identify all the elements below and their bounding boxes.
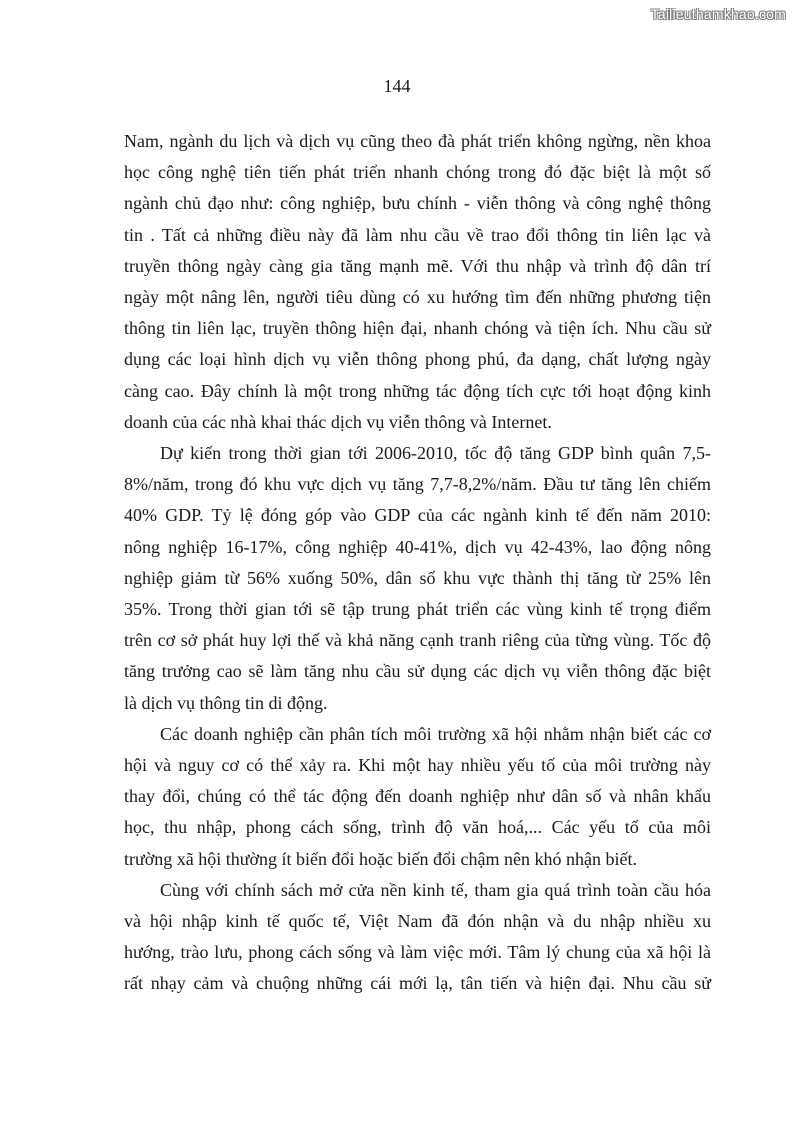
paragraph (124, 438, 711, 719)
text-line: doanh của các nhà khai thác dịch vụ viễn thông và Internet. (124, 411, 552, 432)
text-line: là dịch vụ thông tin di động. (124, 692, 328, 713)
watermark: Tailieuthamkhao.com (650, 6, 786, 22)
text-line: học, thu nhập, phong cách sống, trình độ văn hoá,... Các yếu tố của môi (124, 817, 711, 838)
text-line: thay đổi, chúng có thể tác động đến doanh nghiệp như dân số và nhân khẩu (124, 786, 711, 807)
text-line: rất nhạy cảm và chuộng những cái mới lạ, tân tiến và hiện đại. Nhu cầu sử (124, 973, 711, 994)
text-line: Cùng với chính sách mở cửa nền kinh tế, tham gia quá trình toàn cầu hóa (160, 879, 711, 900)
text-line: tăng trưởng cao sẽ làm tăng nhu cầu sử dụng các dịch vụ viễn thông đặc biệt (124, 661, 711, 682)
text-line: tin . Tất cả những điều này đã làm nhu cầu về trao đổi thông tin liên lạc và (124, 224, 711, 245)
text-line: Các doanh nghiệp cần phân tích môi trường xã hội nhằm nhận biết các cơ (160, 723, 711, 744)
text-line: thông tin liên lạc, truyền thông hiện đại, nhanh chóng và tiện ích. Nhu cầu sử (124, 318, 711, 339)
text-line: và hội nhập kinh tế quốc tế, Việt Nam đã đón nhận và du nhập nhiều xu (124, 911, 711, 932)
text-line: truyền thông ngày càng gia tăng mạnh mẽ. Với thu nhập và trình độ dân trí (124, 255, 711, 276)
text-line: 8%/năm, trong đó khu vực dịch vụ tăng 7,7-8,2%/năm. Đầu tư tăng lên chiếm (124, 474, 711, 495)
text-line: dụng các loại hình dịch vụ viễn thông phong phú, đa dạng, chất lượng ngày (124, 349, 711, 370)
text-line: trường xã hội thường ít biến đổi hoặc biến đổi chậm nên khó nhận biết. (124, 848, 637, 869)
paragraph (124, 875, 711, 1000)
text-line: 35%. Trong thời gian tới sẽ tập trung phát triển các vùng kinh tế trọng điểm (124, 599, 711, 620)
paragraph (124, 719, 711, 875)
text-line: 40% GDP. Tỷ lệ đóng góp vào GDP của các ngành kinh tế đến năm 2010: (124, 505, 711, 526)
text-line: nông nghiệp 16-17%, công nghiệp 40-41%, dịch vụ 42-43%, lao động nông (124, 536, 711, 557)
text-line: ngày một nâng lên, người tiêu dùng có xu hướng tìm đến những phương tiện (124, 287, 711, 308)
body-text (124, 126, 711, 1000)
text-line: trên cơ sở phát huy lợi thế và khả năng cạnh tranh riêng của từng vùng. Tốc độ (124, 630, 711, 651)
text-line: ngành chủ đạo như: công nghiệp, bưu chính - viễn thông và công nghệ thông (124, 193, 711, 214)
text-line: hội và nguy cơ có thể xảy ra. Khi một hay nhiều yếu tố của môi trường này (124, 755, 711, 776)
paragraph (124, 126, 711, 438)
text-line: học công nghệ tiên tiến phát triển nhanh chóng trong đó đặc biệt là một số (124, 162, 711, 183)
page-number: 144 (383, 76, 411, 96)
text-line: nghiệp giảm từ 56% xuống 50%, dân số khu vực thành thị tăng từ 25% lên (124, 567, 711, 588)
text-line: càng cao. Đây chính là một trong những tác động tích cực tới hoạt động kinh (124, 380, 711, 401)
text-line: Nam, ngành du lịch và dịch vụ cũng theo đà phát triển không ngừng, nền khoa (124, 131, 711, 151)
text-line: hướng, trào lưu, phong cách sống và làm việc mới. Tâm lý chung của xã hội là (124, 942, 711, 963)
text-line: Dự kiến trong thời gian tới 2006-2010, tốc độ tăng GDP bình quân 7,5- (160, 443, 711, 464)
